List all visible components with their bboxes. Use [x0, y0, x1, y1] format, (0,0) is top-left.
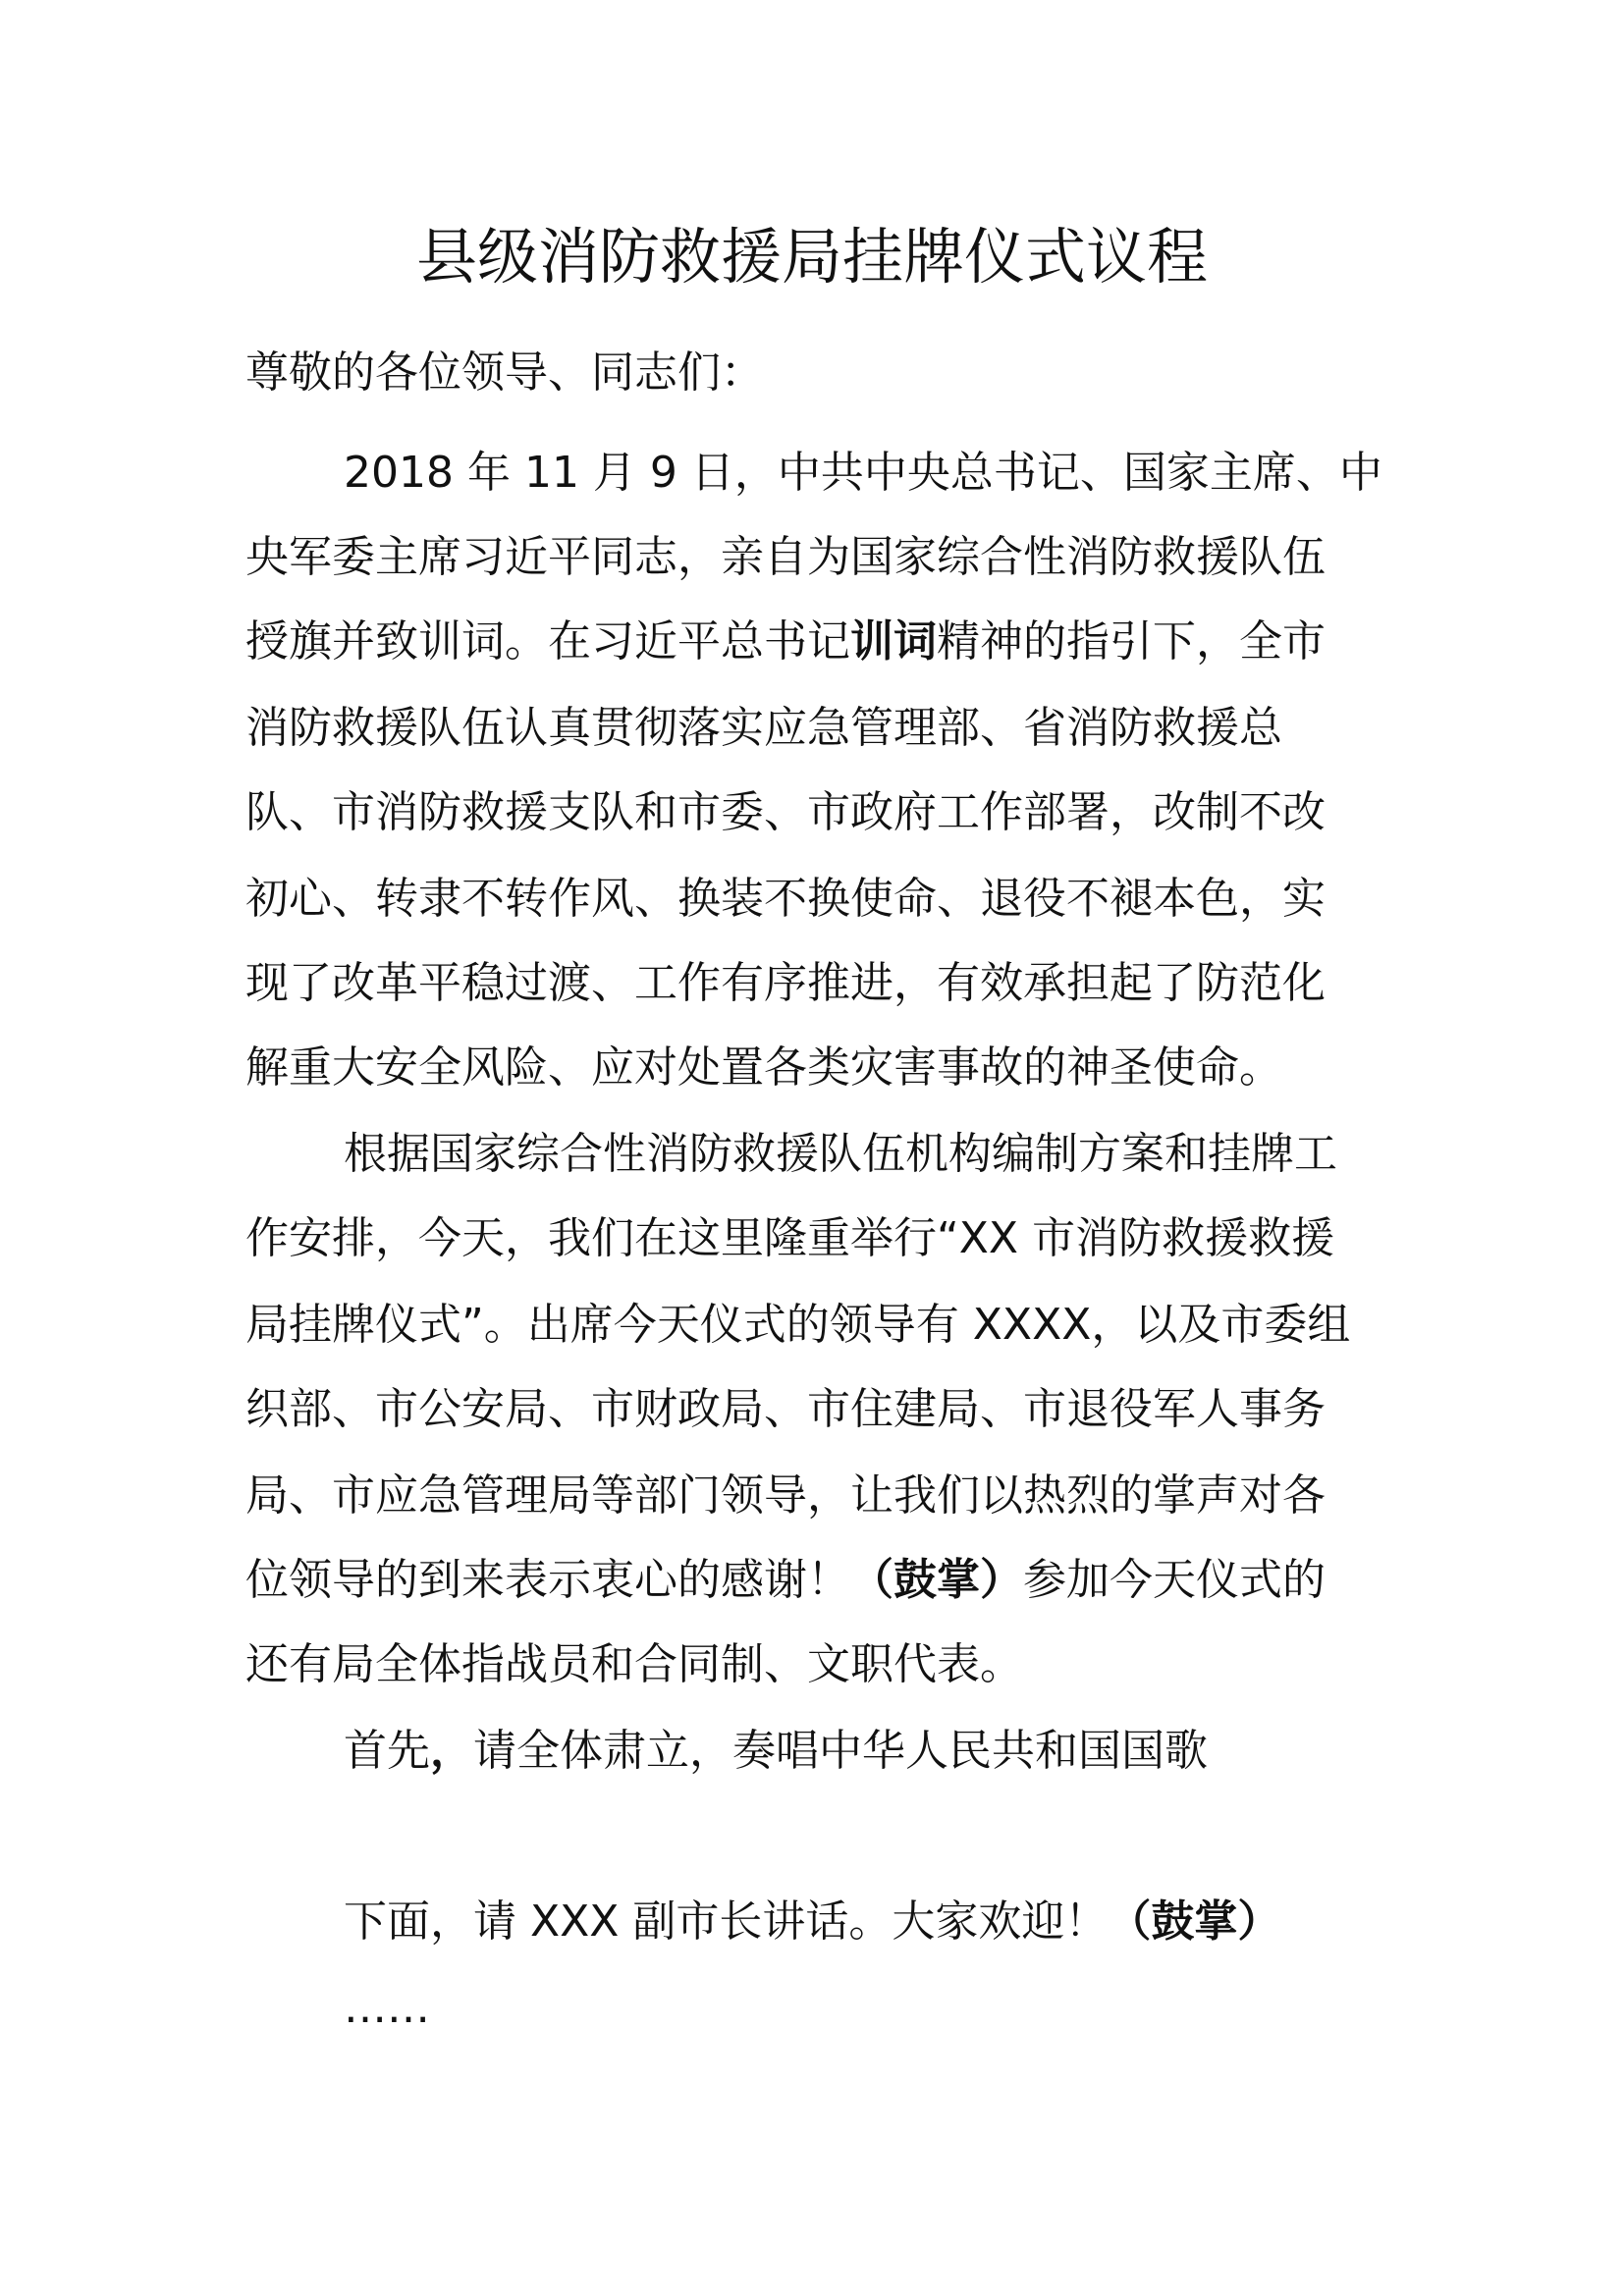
paragraph-line: 现了改革平稳过渡、工作有序推进，有效承担起了防范化: [245, 958, 1326, 1008]
bold-text-run: （鼓掌）: [850, 1555, 1023, 1605]
paragraph-line: [245, 613, 1404, 671]
document-title: 县级消防救援局挂牌仪式议程: [415, 221, 1208, 293]
paragraph-line: 局挂牌仪式”。出席今天仪式的领导有 XXXX，以及市委组: [245, 1300, 1351, 1350]
paragraph-line: [344, 1722, 1502, 1781]
text-run: 下面，请 XXX 副市长讲话。大家欢迎！: [344, 1896, 1109, 1947]
text-run: 请全体肃立，奏唱中华人民共和国国歌: [473, 1726, 1208, 1776]
text-run: 位领导的到来表示衷心的感谢！: [245, 1555, 850, 1605]
text-run: 首先: [344, 1726, 430, 1776]
paragraph-line: 央军委主席习近平同志，亲自为国家综合性消防救援队伍: [245, 532, 1326, 582]
paragraph-line: [344, 1893, 1502, 1951]
paragraph-line: 还有局全体指战员和合同制、文职代表。: [245, 1639, 1023, 1689]
text-run: 授旗并致训词。在习近平总书记: [245, 616, 850, 667]
salutation: 尊敬的各位领导、同志们：: [245, 347, 764, 398]
text-run: 精神的指引下，全市: [937, 616, 1326, 667]
paragraph-line: 2018 年 11 月 9 日，中共中央总书记、国家主席、中: [344, 448, 1382, 498]
ellipsis: ……: [344, 1983, 430, 2033]
bold-text-run: ，: [430, 1726, 473, 1776]
bold-text-run: （鼓掌）: [1108, 1896, 1281, 1947]
bold-text-run: 训词: [850, 616, 937, 667]
paragraph-line: 解重大安全风险、应对处置各类灾害事故的神圣使命。: [245, 1042, 1282, 1093]
text-run: 参加今天仪式的: [1023, 1555, 1326, 1605]
paragraph-line: 根据国家综合性消防救援队伍机构编制方案和挂牌工: [344, 1129, 1337, 1179]
paragraph-line: 队、市消防救援支队和市委、市政府工作部署，改制不改: [245, 787, 1326, 837]
paragraph-line: 作安排，今天，我们在这里隆重举行“XX 市消防救援救援: [245, 1213, 1335, 1263]
paragraph-line: [245, 1551, 1404, 1610]
paragraph-line: 消防救援队伍认真贯彻落实应急管理部、省消防救援总: [245, 703, 1282, 753]
paragraph-line: 局、市应急管理局等部门领导，让我们以热烈的掌声对各: [245, 1470, 1326, 1521]
paragraph-line: 初心、转隶不转作风、换装不换使命、退役不褪本色，实: [245, 874, 1326, 924]
paragraph-line: 织部、市公安局、市财政局、市住建局、市退役军人事务: [245, 1384, 1326, 1434]
